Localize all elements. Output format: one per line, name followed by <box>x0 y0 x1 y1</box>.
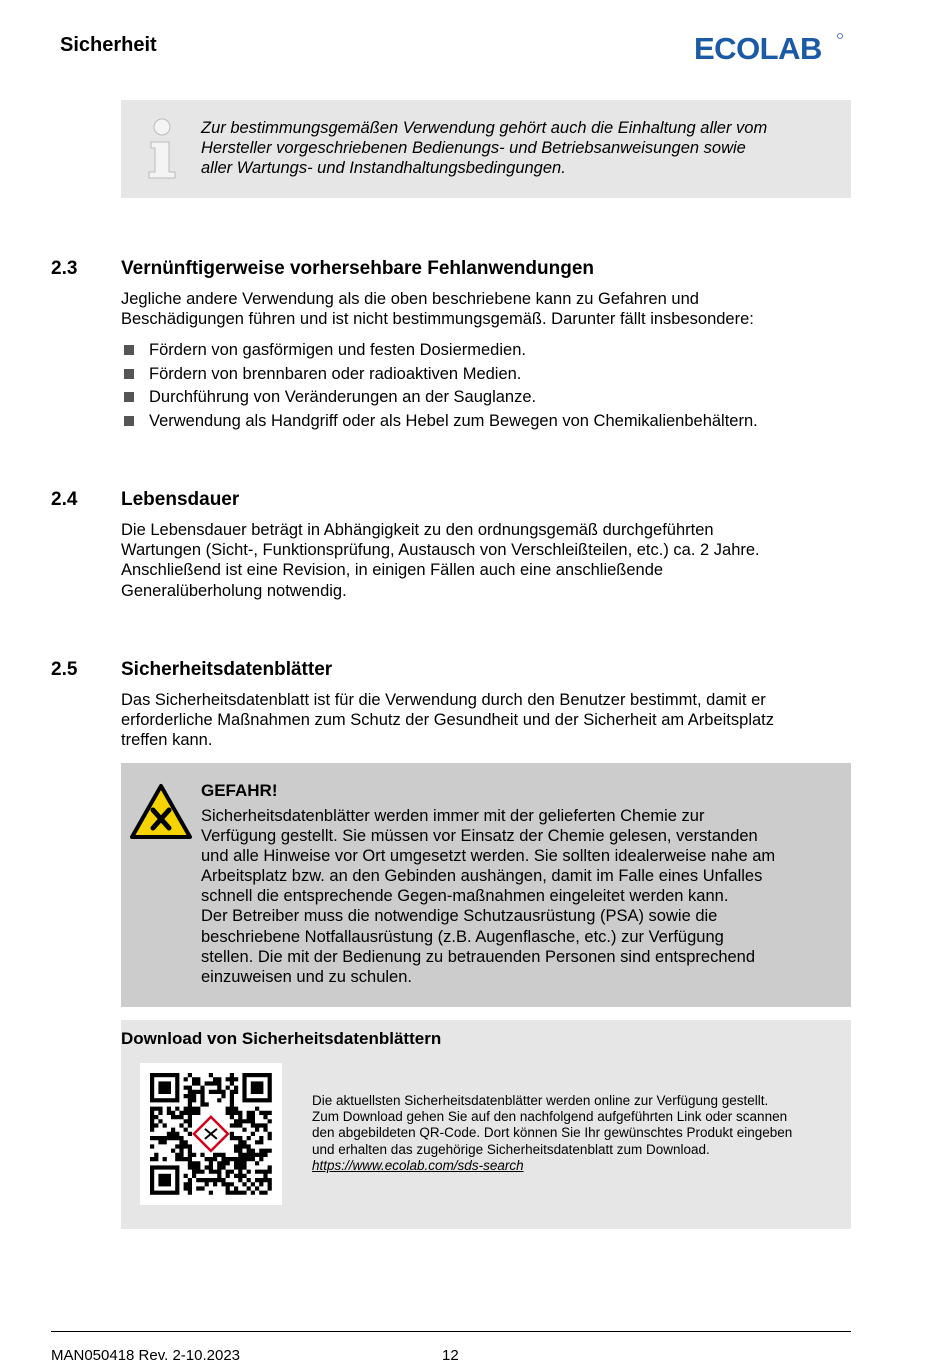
section-number: 2.5 <box>51 659 78 680</box>
ecolab-logo <box>694 30 844 64</box>
section-title: Sicherheitsdatenblätter <box>121 659 333 680</box>
bullet-square-icon <box>124 369 134 379</box>
footer-document-id: MAN050418 Rev. 2-10.2023 <box>51 1347 241 1364</box>
bullet-square-icon <box>124 345 134 355</box>
info-icon <box>145 118 179 180</box>
section-paragraph: Die Lebensdauer beträgt in Abhängigkeit zu den ordnungsgemäß durchgeführten Wartungen (Sicht-, Funktionsprüfung, Austausch von Verschleißteilen, etc.) ca. 2 Jahre. Anschließend ist eine Revision, in einigen Fällen auch eine anschließende Generalüberholung notwendig. <box>121 521 760 600</box>
section-title: Vernünftigerweise vorhersehbare Fehlanwendungen <box>121 258 595 279</box>
danger-text: Sicherheitsdatenblätter werden immer mit der gelieferten Chemie zur Verfügung gestellt. Sie müssen vor Einsatz der Chemie gelesen, verstanden und alle Hinweise vor Ort umgesetzt werden. Sie sollten idealerweise nahe am Arbeitsplatz bzw. an den Gebinden aushängen, damit im Falle eines Unfalles schnell die entsprechende Gegen-maßnahmen eingeleitet werden kann. Der Betreiber muss die notwendige Schutzausrüstung (PSA) sowie die beschriebene Notfallausrüstung (z.B. Augenflasche, etc.) zur Verfügung stellen. Die mit der Bedienung zu betrauenden Personen sind entsprechend einzuweisen und zu schulen. <box>201 807 776 986</box>
page-number: 12 <box>442 1347 459 1364</box>
sds-search-link[interactable]: https://www.ecolab.com/sds-search <box>312 1157 524 1173</box>
info-note-text: Zur bestimmungsgemäßen Verwendung gehört auch die Einhaltung aller vom Hersteller vorgeschriebenen Bedienungs- und Betriebsanweisungen sowie aller Wartungs- und Instandhaltungsbedingungen. <box>201 119 768 177</box>
sds-download-box <box>121 1020 851 1229</box>
danger-heading: GEFAHR! <box>201 781 278 800</box>
section-number: 2.3 <box>51 258 78 279</box>
hazard-warning-icon <box>129 783 193 841</box>
bullet-square-icon <box>124 416 134 426</box>
list-item: Fördern von brennbaren oder radioaktiven Medien. <box>121 364 851 388</box>
download-text: Die aktuellsten Sicherheitsdatenblätter werden online zur Verfügung gestellt. Zum Download gehen Sie auf den nachfolgend aufgeführten Link oder scannen den abgebildeten QR-Code. Dort können Sie Ihr gewünschtes Produkt eingeben und erhalten das zugehörige Sicherheitsdatenblatt zum Download. https://www.ecolab.com/sds-search <box>312 1093 847 1174</box>
svg-text:ECOLAB: ECOLAB <box>694 31 822 64</box>
info-note-box <box>121 100 851 198</box>
section-paragraph: Das Sicherheitsdatenblatt ist für die Verwendung durch den Benutzer bestimmt, damit er erforderliche Maßnahmen zum Schutz der Gesundheit und der Sicherheit am Arbeitsplatz treffen kann. <box>121 691 774 750</box>
footer-divider <box>51 1331 851 1332</box>
qr-code-icon[interactable] <box>140 1063 282 1205</box>
page-header-title: Sicherheit <box>60 34 157 56</box>
danger-warning-box <box>121 763 851 1007</box>
list-item: Fördern von gasförmigen und festen Dosiermedien. <box>121 340 851 364</box>
list-item: Verwendung als Handgriff oder als Hebel zum Bewegen von Chemikalienbehältern. <box>121 411 851 435</box>
section-number: 2.4 <box>51 489 78 510</box>
section-title: Lebensdauer <box>121 489 240 510</box>
misuse-bullet-list <box>121 340 851 434</box>
bullet-square-icon <box>124 392 134 402</box>
download-title: Download von Sicherheitsdatenblättern <box>121 1029 442 1048</box>
list-item: Durchführung von Veränderungen an der Sauglanze. <box>121 387 851 411</box>
section-paragraph: Jegliche andere Verwendung als die oben beschriebene kann zu Gefahren und Beschädigungen führen und ist nicht bestimmungsgemäß. Darunter fällt insbesondere: <box>121 290 754 329</box>
